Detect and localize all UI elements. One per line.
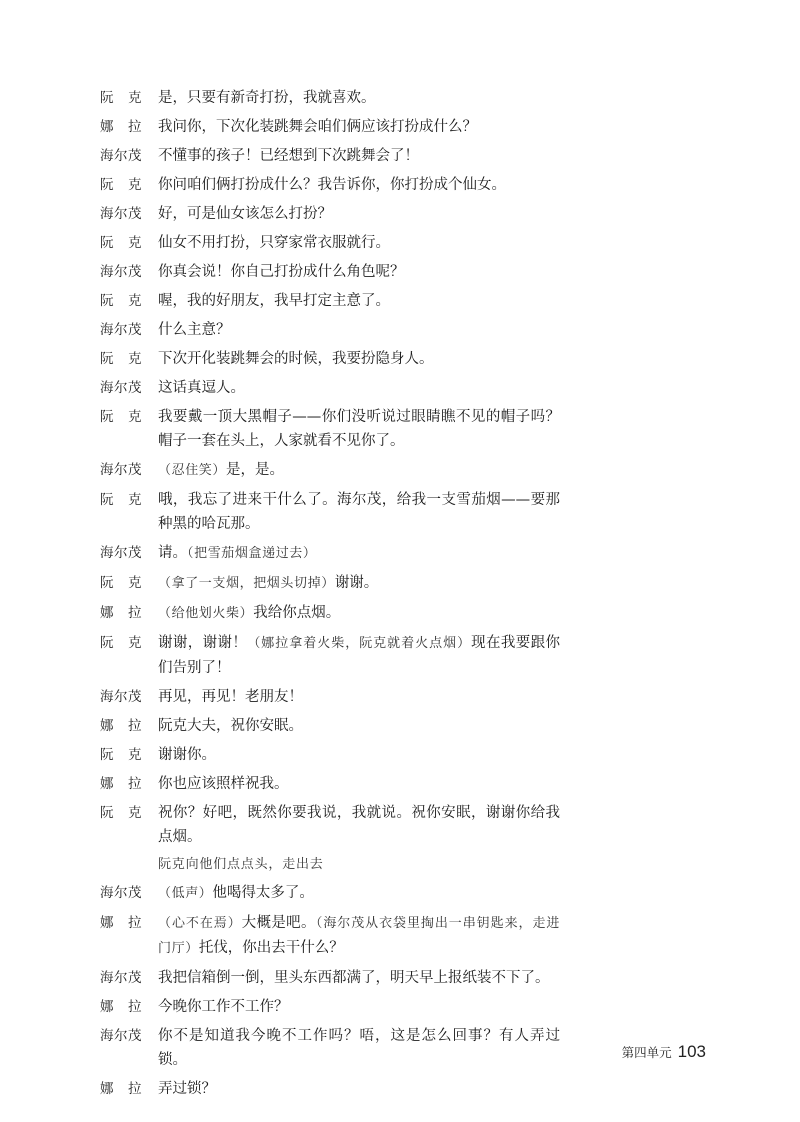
speech-text bbox=[158, 231, 560, 255]
speech-text bbox=[158, 405, 560, 453]
speech-segment: 祝你？好吧，既然你要我说，我就说。祝你安眠，谢谢你给我点烟。 bbox=[158, 805, 560, 845]
speech-text bbox=[158, 376, 560, 400]
page-footer bbox=[622, 1042, 706, 1062]
inline-stage-direction: （娜拉拿着火柴，阮克就着火点烟） bbox=[247, 636, 472, 651]
dialogue-line bbox=[100, 115, 560, 139]
speech-segment: 好，可是仙女该怎么打扮？ bbox=[158, 206, 332, 222]
inline-stage-direction: （把雪茄烟盒递过去） bbox=[187, 546, 317, 561]
speech-text bbox=[158, 488, 560, 536]
dialogue-line bbox=[100, 458, 560, 483]
speech-text bbox=[158, 714, 560, 738]
speech-text bbox=[158, 458, 560, 483]
speaker-name: 阮 克 bbox=[100, 635, 142, 651]
speech-segment: 他喝得太多了。 bbox=[212, 885, 314, 901]
speech-text bbox=[158, 911, 560, 961]
speech-segment: 谢谢。 bbox=[334, 575, 379, 591]
speaker-name: 阮 克 bbox=[100, 293, 142, 309]
dialogue-line bbox=[100, 743, 560, 767]
speaker-name: 娜 拉 bbox=[100, 915, 142, 931]
speech-segment: 今晚你工作不工作？ bbox=[158, 999, 289, 1015]
dialogue-line bbox=[100, 966, 560, 990]
speech-text bbox=[158, 881, 560, 906]
dialogue-line bbox=[100, 318, 560, 342]
speech-text bbox=[158, 260, 560, 284]
speaker-name: 海尔茂 bbox=[100, 322, 142, 338]
speech-segment: 再见，再见！老朋友！ bbox=[158, 689, 303, 705]
speech-segment: 大概是吧。 bbox=[241, 915, 316, 931]
speaker-name: 海尔茂 bbox=[100, 380, 142, 396]
speech-text bbox=[158, 1077, 560, 1101]
dialogue-line bbox=[100, 231, 560, 255]
speaker-name: 海尔茂 bbox=[100, 970, 142, 986]
dialogue-line bbox=[100, 173, 560, 197]
speaker-name: 阮 克 bbox=[100, 575, 142, 591]
speech-segment: 是，是。 bbox=[226, 462, 285, 478]
speech-text bbox=[158, 1024, 560, 1072]
speaker-name: 海尔茂 bbox=[100, 148, 142, 164]
speaker-name: 阮 克 bbox=[100, 90, 142, 106]
speaker-name: 娜 拉 bbox=[100, 718, 142, 734]
dialogue-line bbox=[100, 801, 560, 849]
speech-text bbox=[158, 571, 560, 596]
speech-segment: 是，只要有新奇打扮，我就喜欢。 bbox=[158, 90, 376, 106]
speech-segment: 谢谢你。 bbox=[158, 747, 216, 763]
speaker-name: 娜 拉 bbox=[100, 999, 142, 1015]
dialogue-line bbox=[100, 911, 560, 961]
speech-segment: 我把信箱倒一倒，里头东西都满了，明天早上报纸装不下了。 bbox=[158, 970, 550, 986]
speech-text bbox=[158, 347, 560, 371]
speech-segment: 我给你点烟。 bbox=[253, 605, 341, 621]
play-script bbox=[100, 86, 560, 1106]
dialogue-line bbox=[100, 86, 560, 110]
inline-stage-direction: （忍住笑） bbox=[158, 463, 227, 478]
speech-segment: 仙女不用打扮，只穿家常衣服就行。 bbox=[158, 235, 390, 251]
speech-text bbox=[158, 743, 560, 767]
speech-segment: 不懂事的孩子！已经想到下次跳舞会了！ bbox=[158, 148, 419, 164]
speaker-name: 阮 克 bbox=[100, 492, 142, 508]
speaker-name: 海尔茂 bbox=[100, 206, 142, 222]
dialogue-line bbox=[100, 260, 560, 284]
unit-label: 第四单元 bbox=[621, 1045, 672, 1060]
speech-text bbox=[158, 966, 560, 990]
dialogue-line bbox=[100, 144, 560, 168]
page-number: 103 bbox=[677, 1042, 706, 1061]
speech-text bbox=[158, 115, 560, 139]
speaker-name: 阮 克 bbox=[100, 351, 142, 367]
inline-stage-direction: （给他划火柴） bbox=[158, 606, 254, 621]
dialogue-line bbox=[100, 601, 560, 626]
inline-stage-direction: （心不在焉） bbox=[158, 916, 242, 931]
speaker-name: 阮 克 bbox=[100, 805, 142, 821]
speaker-name: 娜 拉 bbox=[100, 605, 142, 621]
speech-text bbox=[158, 995, 560, 1019]
dialogue-line bbox=[100, 772, 560, 796]
speech-segment: 我问你，下次化装跳舞会咱们俩应该打扮成什么？ bbox=[158, 119, 477, 135]
dialogue-line bbox=[100, 376, 560, 400]
speaker-name: 娜 拉 bbox=[100, 119, 142, 135]
speech-text bbox=[158, 685, 560, 709]
dialogue-line bbox=[100, 541, 560, 566]
speech-text bbox=[158, 144, 560, 168]
dialogue-line bbox=[100, 289, 560, 313]
speech-segment: 现在我要跟你们告别了！ bbox=[158, 635, 561, 676]
speech-segment: 托伐，你出去干什么？ bbox=[198, 940, 344, 956]
dialogue-line bbox=[100, 1077, 560, 1101]
dialogue-line bbox=[100, 405, 560, 453]
speech-text bbox=[158, 772, 560, 796]
dialogue-line bbox=[100, 995, 560, 1019]
dialogue-line bbox=[100, 347, 560, 371]
dialogue-line bbox=[100, 881, 560, 906]
speech-text bbox=[158, 541, 560, 566]
speech-text bbox=[158, 601, 560, 626]
speech-text bbox=[158, 173, 560, 197]
speech-text bbox=[158, 289, 560, 313]
dialogue-line bbox=[100, 571, 560, 596]
speech-segment: 弄过锁？ bbox=[158, 1081, 216, 1097]
speech-segment: 喔，我的好朋友，我早打定主意了。 bbox=[158, 293, 390, 309]
speech-segment: 什么主意？ bbox=[158, 322, 231, 338]
dialogue-line bbox=[100, 631, 560, 680]
inline-stage-direction: （拿了一支烟，把烟头切掉） bbox=[158, 576, 335, 591]
speaker-name: 海尔茂 bbox=[100, 689, 142, 705]
speech-segment: 下次开化装跳舞会的时候，我要扮隐身人。 bbox=[158, 351, 434, 367]
speech-segment: 阮克大夫，祝你安眠。 bbox=[158, 718, 303, 734]
speaker-name: 海尔茂 bbox=[100, 462, 142, 478]
speaker-name: 阮 克 bbox=[100, 409, 142, 425]
speech-segment: 哦，我忘了进来干什么了。海尔茂，给我一支雪茄烟——要那种黑的哈瓦那。 bbox=[158, 492, 560, 532]
speech-segment: 这话真逗人。 bbox=[158, 380, 245, 396]
stage-direction: 阮克向他们点点头，走出去 bbox=[158, 857, 324, 872]
speech-segment: 你问咱们俩打扮成什么？我告诉你，你打扮成个仙女。 bbox=[158, 177, 506, 193]
speaker-name: 海尔茂 bbox=[100, 264, 142, 280]
speaker-name: 海尔茂 bbox=[100, 885, 142, 901]
speaker-name: 娜 拉 bbox=[100, 776, 142, 792]
speech-text bbox=[158, 318, 560, 342]
dialogue-line bbox=[100, 714, 560, 738]
speaker-name: 阮 克 bbox=[100, 235, 142, 251]
speech-text bbox=[158, 631, 560, 680]
speaker-name: 海尔茂 bbox=[100, 1028, 142, 1044]
speech-segment: 谢谢，谢谢！ bbox=[158, 635, 248, 651]
dialogue-line bbox=[100, 685, 560, 709]
dialogue-line bbox=[100, 202, 560, 226]
speaker-name: 阮 克 bbox=[100, 177, 142, 193]
speech-text bbox=[158, 86, 560, 110]
dialogue-line bbox=[100, 1024, 560, 1072]
inline-stage-direction: （海尔茂从衣袋里掏出一串钥匙来，走进门厅） bbox=[158, 916, 560, 956]
inline-stage-direction: （低声） bbox=[158, 886, 213, 901]
speech-segment: 你不是知道我今晚不工作吗？唔，这是怎么回事？有人弄过锁。 bbox=[158, 1028, 560, 1068]
speech-text bbox=[158, 202, 560, 226]
speech-segment: 请。 bbox=[158, 545, 187, 561]
speech-segment: 你真会说！你自己打扮成什么角色呢？ bbox=[158, 264, 405, 280]
speaker-name: 海尔茂 bbox=[100, 545, 142, 561]
speech-segment: 你也应该照样祝我。 bbox=[158, 776, 289, 792]
speech-text bbox=[158, 801, 560, 849]
speaker-name: 阮 克 bbox=[100, 747, 142, 763]
speaker-name: 娜 拉 bbox=[100, 1081, 142, 1097]
dialogue-line bbox=[100, 488, 560, 536]
speech-segment: 我要戴一顶大黑帽子——你们没听说过眼睛瞧不见的帽子吗？帽子一套在头上，人家就看不见你了。 bbox=[158, 409, 560, 449]
